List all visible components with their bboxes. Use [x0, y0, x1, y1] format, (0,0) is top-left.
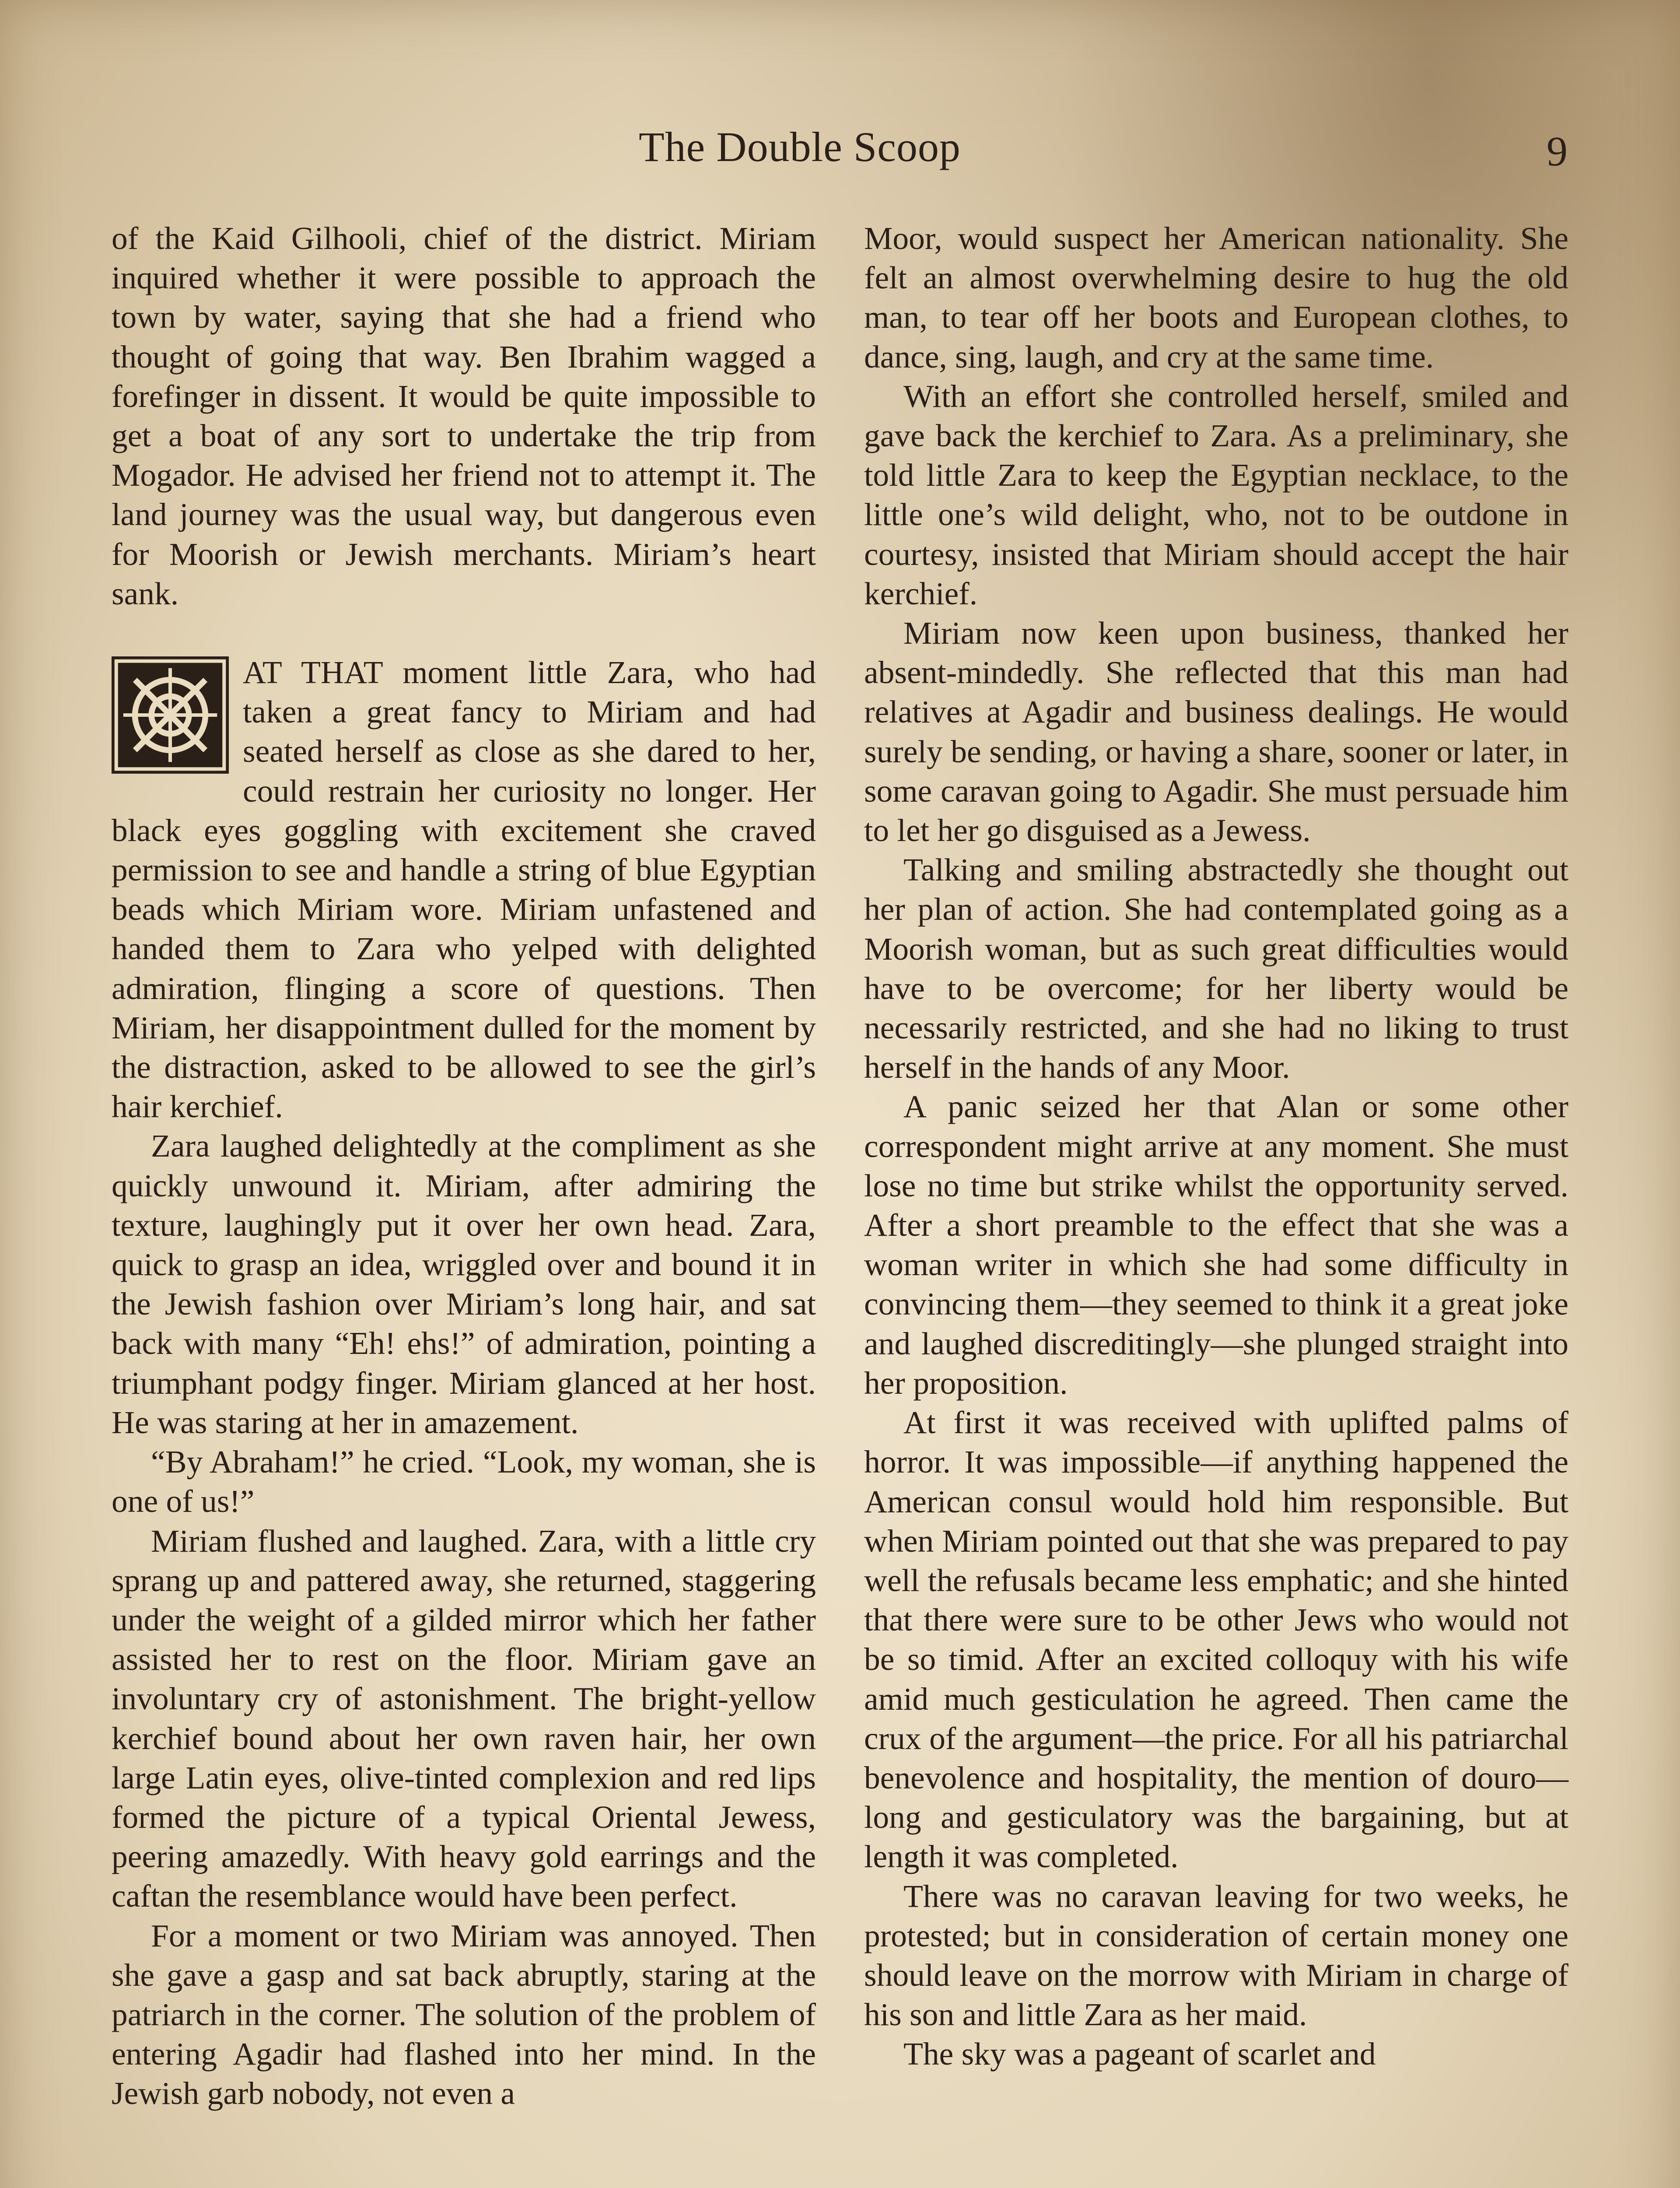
- running-title: The Double Scoop: [639, 123, 961, 170]
- section-paragraph: [112, 653, 816, 1126]
- paragraph: Miriam flushed and laughed. Zara, with a little cry sprang up and pattered away, she returned, staggering under the weight of a gilded mirror which her father assisted her to rest on the floor. Miriam gave an involuntary cry of astonishment. The bright-yellow kerchief bound about her own raven hair, her own large Latin eyes, olive-tinted complexion and red lips formed the picture of a typical Oriental Jewess, peering amazedly. With heavy gold earrings and the caftan the resemblance would have been perfect.: [112, 1523, 816, 1914]
- section-text: AT THAT moment little Zara, who had taken a great fancy to Miriam and had seated herself as close as she dared to her, could restrain her curiosity no longer. Her black eyes goggling with excitement she craved permission to see and handle a string of blue Egyptian beads which Miriam wore. Miriam unfastened and handed them to Zara who yelped with delighted admiration, flinging a score of questions. Then Miriam, her disappointment dulled for the moment by the distraction, asked to be allowed to see the girl’s hair kerchief.: [112, 655, 816, 1125]
- paragraph: “By Abraham!” he cried. “Look, my woman, she is one of us!”: [112, 1444, 816, 1519]
- running-head: [0, 123, 1680, 188]
- left-column: [112, 219, 816, 2114]
- paragraph: of the Kaid Gilhooli, chief of the district. Miriam inquired whether it were possible to approach the town by water, saying that she had a friend who thought of going that way. Ben Ibrahim wagged a forefinger in dissent. It would be quite impossible to get a boat of any sort to undertake the trip from Mogador. He advised her friend not to attempt it. The land journey was the usual way, but dangerous even for Moorish or Jewish merchants. Miriam’s heart sank.: [112, 221, 816, 611]
- right-column: [864, 219, 1568, 2074]
- paragraph: The sky was a pageant of scarlet and: [903, 2036, 1376, 2072]
- paragraph: Zara laughed delightedly at the compliment as she quickly unwound it. Miriam, after admiring the texture, laughingly put it over her own head. Zara, quick to grasp an idea, wriggled over and bound it in the Jewish fashion over Miriam’s long hair, and sat back with many “Eh! ehs!” of admiration, pointing a triumphant podgy finger. Miriam glanced at her host. He was staring at her in amazement.: [112, 1128, 816, 1440]
- paragraph: Moor, would suspect her American nationality. She felt an almost overwhelming desire to hug the old man, to tear off her boots and European clothes, to dance, sing, laugh, and cry at the same time.: [864, 221, 1568, 375]
- paragraph: Miriam now keen upon business, thanked her absent-mindedly. She reflected that this man had relatives at Agadir and business dealings. He would surely be sending, or having a share, sooner or later, in some caravan going to Agadir. She must persuade him to let her go disguised as a Jewess.: [864, 615, 1568, 849]
- paragraph: At first it was received with uplifted palms of horror. It was impossible—if anything happened the American consul would hold him responsible. But when Miriam pointed out that she was prepared to pay well the refusals became less emphatic; and she hinted that there were sure to be other Jews who would not be so timid. After an excited colloquy with his wife amid much gesticulation he agreed. Then came the crux of the argument—the price. For all his patriarchal benevolence and hospitality, the mention of douro—long and gesticulatory was the bargaining, but at length it was completed.: [864, 1405, 1568, 1875]
- paragraph: For a moment or two Miriam was annoyed. Then she gave a gasp and sat back abruptly, staring at the patriarch in the corner. The solution of the problem of entering Agadir had flashed into her mind. In the Jewish garb nobody, not even a: [112, 1918, 816, 2111]
- ornament-icon: [112, 656, 229, 774]
- paragraph: There was no caravan leaving for two weeks, he protested; but in consideration of certain money one should leave on the morrow with Miriam in charge of his son and little Zara as her maid.: [864, 1878, 1568, 2033]
- paragraph: With an effort she controlled herself, smiled and gave back the kerchief to Zara. As a preliminary, she told little Zara to keep the Egyptian necklace, to the little one’s wild delight, who, not to be outdone in courtesy, insisted that Miriam should accept the hair kerchief.: [864, 378, 1568, 611]
- page-number: 9: [1547, 128, 1568, 175]
- paragraph: Talking and smiling abstractedly she thought out her plan of action. She had contemplated going as a Moorish woman, but as such great difficulties would have to be overcome; for her liberty would be necessarily restricted, and she had no liking to trust herself in the hands of any Moor.: [864, 852, 1568, 1085]
- paragraph: A panic seized her that Alan or some other correspondent might arrive at any moment. She must lose no time but strike whilst the opportunity served. After a short preamble to the effect that she was a woman writer in which she had some difficulty in convincing them—they seemed to think it a great joke and laughed discreditingly—she plunged straight into her proposition.: [864, 1089, 1568, 1401]
